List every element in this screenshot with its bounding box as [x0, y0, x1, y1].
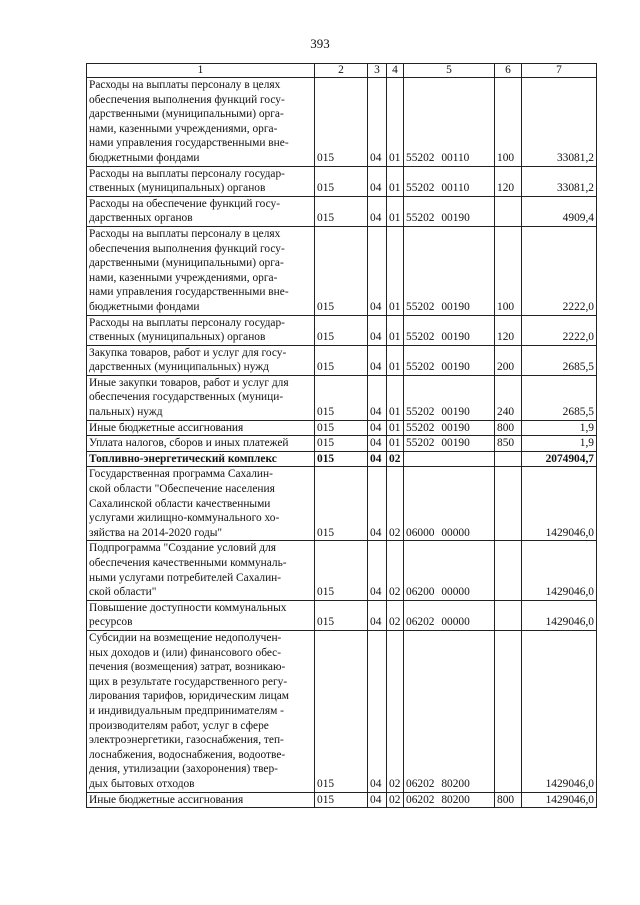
- header-col-3: 3: [368, 64, 387, 78]
- row-name: Иные бюджетные ассигнования: [87, 792, 315, 808]
- row-expense-type: 100: [495, 78, 522, 167]
- row-ministry-code: 015: [315, 226, 368, 315]
- row-target-article: 55202 00190: [404, 436, 495, 452]
- table-row: [87, 467, 597, 541]
- row-expense-type: 800: [495, 792, 522, 808]
- row-section-code: 04: [368, 600, 387, 630]
- row-subsection-code: 02: [387, 792, 404, 808]
- row-section-code: 04: [368, 226, 387, 315]
- row-name: Расходы на выплаты персоналу в целях обеспечения выполнения функций госу- дарственными (муниципальными) орга- нами, казенными учреждениями, орга- нами управления государственными вне- бюджетными фондами: [87, 226, 315, 315]
- row-expense-type: [495, 541, 522, 600]
- table-row: [87, 375, 597, 420]
- row-section-code: 04: [368, 166, 387, 196]
- table-row: [87, 600, 597, 630]
- row-section-code: 04: [368, 196, 387, 226]
- row-target-article: 06202 00000: [404, 600, 495, 630]
- budget-table: [86, 63, 597, 808]
- row-expense-type: [495, 630, 522, 792]
- row-section-code: 04: [368, 451, 387, 467]
- table-row: [87, 226, 597, 315]
- row-target-article: 06000 00000: [404, 467, 495, 541]
- row-section-code: 04: [368, 436, 387, 452]
- row-expense-type: 800: [495, 420, 522, 436]
- row-target-article: [404, 451, 495, 467]
- row-subsection-code: 01: [387, 345, 404, 375]
- row-ministry-code: 015: [315, 467, 368, 541]
- table-row: [87, 451, 597, 467]
- row-subsection-code: 01: [387, 436, 404, 452]
- row-name: Повышение доступности коммунальных ресурсов: [87, 600, 315, 630]
- row-amount: 1429046,0: [522, 600, 597, 630]
- row-expense-type: [495, 451, 522, 467]
- row-ministry-code: 015: [315, 451, 368, 467]
- row-subsection-code: 01: [387, 166, 404, 196]
- row-amount: 1,9: [522, 420, 597, 436]
- table-row: [87, 436, 597, 452]
- row-subsection-code: 02: [387, 630, 404, 792]
- row-target-article: 55202 00190: [404, 196, 495, 226]
- table-row: [87, 630, 597, 792]
- row-target-article: 55202 00190: [404, 315, 495, 345]
- row-amount: 1429046,0: [522, 467, 597, 541]
- row-amount: 1429046,0: [522, 630, 597, 792]
- row-target-article: 55202 00190: [404, 420, 495, 436]
- header-col-5: 5: [404, 64, 495, 78]
- row-expense-type: 200: [495, 345, 522, 375]
- table-row: [87, 420, 597, 436]
- row-name: Закупка товаров, работ и услуг для госу- дарственных (муниципальных) нужд: [87, 345, 315, 375]
- row-expense-type: 120: [495, 166, 522, 196]
- table-row: [87, 792, 597, 808]
- row-target-article: 55202 00190: [404, 226, 495, 315]
- header-col-1: 1: [87, 64, 315, 78]
- row-subsection-code: 01: [387, 420, 404, 436]
- table-row: [87, 315, 597, 345]
- row-expense-type: [495, 600, 522, 630]
- row-target-article: 55202 00110: [404, 166, 495, 196]
- row-section-code: 04: [368, 420, 387, 436]
- row-ministry-code: 015: [315, 436, 368, 452]
- row-section-code: 04: [368, 345, 387, 375]
- row-name: Расходы на выплаты персоналу государ- ственных (муниципальных) органов: [87, 166, 315, 196]
- row-ministry-code: 015: [315, 600, 368, 630]
- row-name: Топливно-энергетический комплекс: [87, 451, 315, 467]
- row-ministry-code: 015: [315, 420, 368, 436]
- table-row: [87, 541, 597, 600]
- row-amount: 2685,5: [522, 375, 597, 420]
- row-amount: 33081,2: [522, 78, 597, 167]
- row-name: Государственная программа Сахалин- ской области "Обеспечение населения Сахалинской области качественными услугами жилищно-коммунального хо- зяйства на 2014-2020 годы": [87, 467, 315, 541]
- row-subsection-code: 02: [387, 541, 404, 600]
- row-section-code: 04: [368, 630, 387, 792]
- row-amount: 2222,0: [522, 315, 597, 345]
- header-col-7: 7: [522, 64, 597, 78]
- row-subsection-code: 01: [387, 78, 404, 167]
- table-header-row: [87, 64, 597, 78]
- row-subsection-code: 01: [387, 196, 404, 226]
- row-expense-type: 120: [495, 315, 522, 345]
- row-ministry-code: 015: [315, 541, 368, 600]
- row-section-code: 04: [368, 78, 387, 167]
- row-target-article: 55202 00110: [404, 78, 495, 167]
- row-ministry-code: 015: [315, 166, 368, 196]
- row-section-code: 04: [368, 375, 387, 420]
- table-row: [87, 166, 597, 196]
- table-row: [87, 196, 597, 226]
- row-ministry-code: 015: [315, 196, 368, 226]
- row-subsection-code: 01: [387, 226, 404, 315]
- header-col-6: 6: [495, 64, 522, 78]
- row-amount: 1429046,0: [522, 541, 597, 600]
- row-ministry-code: 015: [315, 630, 368, 792]
- row-section-code: 04: [368, 792, 387, 808]
- row-target-article: 06200 00000: [404, 541, 495, 600]
- page-number: 393: [310, 36, 330, 51]
- row-amount: 1,9: [522, 436, 597, 452]
- row-name: Расходы на выплаты персоналу в целях обеспечения выполнения функций госу- дарственными (муниципальными) орга- нами, казенными учреждениями, орга- нами управления государственными вне- бюджетными фондами: [87, 78, 315, 167]
- row-name: Подпрограмма "Создание условий для обеспечения качественными коммуналь- ными услугами потребителей Сахалин- ской области": [87, 541, 315, 600]
- row-section-code: 04: [368, 315, 387, 345]
- row-name: Иные закупки товаров, работ и услуг для обеспечения государственных (муници- пальных) нужд: [87, 375, 315, 420]
- row-target-article: 55202 00190: [404, 375, 495, 420]
- row-ministry-code: 015: [315, 792, 368, 808]
- row-target-article: 06202 80200: [404, 792, 495, 808]
- row-expense-type: 100: [495, 226, 522, 315]
- row-ministry-code: 015: [315, 315, 368, 345]
- row-amount: 2074904,7: [522, 451, 597, 467]
- row-expense-type: [495, 196, 522, 226]
- row-target-article: 06202 80200: [404, 630, 495, 792]
- row-expense-type: 240: [495, 375, 522, 420]
- row-name: Субсидии на возмещение недополучен- ных доходов и (или) финансового обес- печения (возмещения) затрат, возникаю- щих в результате государственного регу- лирования тарифов, юридическим лицам и индивидуальным предпринимателям - производителям работ, услуг в сфере электроэнергетики, газоснабжения, теп- лоснабжения, водоснабжения, водоотве- дения, утилизации (захоронения) твер- дых бытовых отходов: [87, 630, 315, 792]
- row-amount: 4909,4: [522, 196, 597, 226]
- row-name: Расходы на выплаты персоналу государ- ственных (муниципальных) органов: [87, 315, 315, 345]
- table-row: [87, 78, 597, 167]
- row-ministry-code: 015: [315, 78, 368, 167]
- row-ministry-code: 015: [315, 345, 368, 375]
- row-name: Уплата налогов, сборов и иных платежей: [87, 436, 315, 452]
- row-section-code: 04: [368, 467, 387, 541]
- row-subsection-code: 01: [387, 315, 404, 345]
- row-amount: 2222,0: [522, 226, 597, 315]
- row-amount: 2685,5: [522, 345, 597, 375]
- row-subsection-code: 02: [387, 467, 404, 541]
- row-name: Расходы на обеспечение функций госу- дарственных органов: [87, 196, 315, 226]
- row-ministry-code: 015: [315, 375, 368, 420]
- row-expense-type: 850: [495, 436, 522, 452]
- row-subsection-code: 01: [387, 375, 404, 420]
- row-amount: 33081,2: [522, 166, 597, 196]
- row-amount: 1429046,0: [522, 792, 597, 808]
- header-col-2: 2: [315, 64, 368, 78]
- table-row: [87, 345, 597, 375]
- row-subsection-code: 02: [387, 600, 404, 630]
- row-name: Иные бюджетные ассигнования: [87, 420, 315, 436]
- row-expense-type: [495, 467, 522, 541]
- row-subsection-code: 02: [387, 451, 404, 467]
- header-col-4: 4: [387, 64, 404, 78]
- row-section-code: 04: [368, 541, 387, 600]
- row-target-article: 55202 00190: [404, 345, 495, 375]
